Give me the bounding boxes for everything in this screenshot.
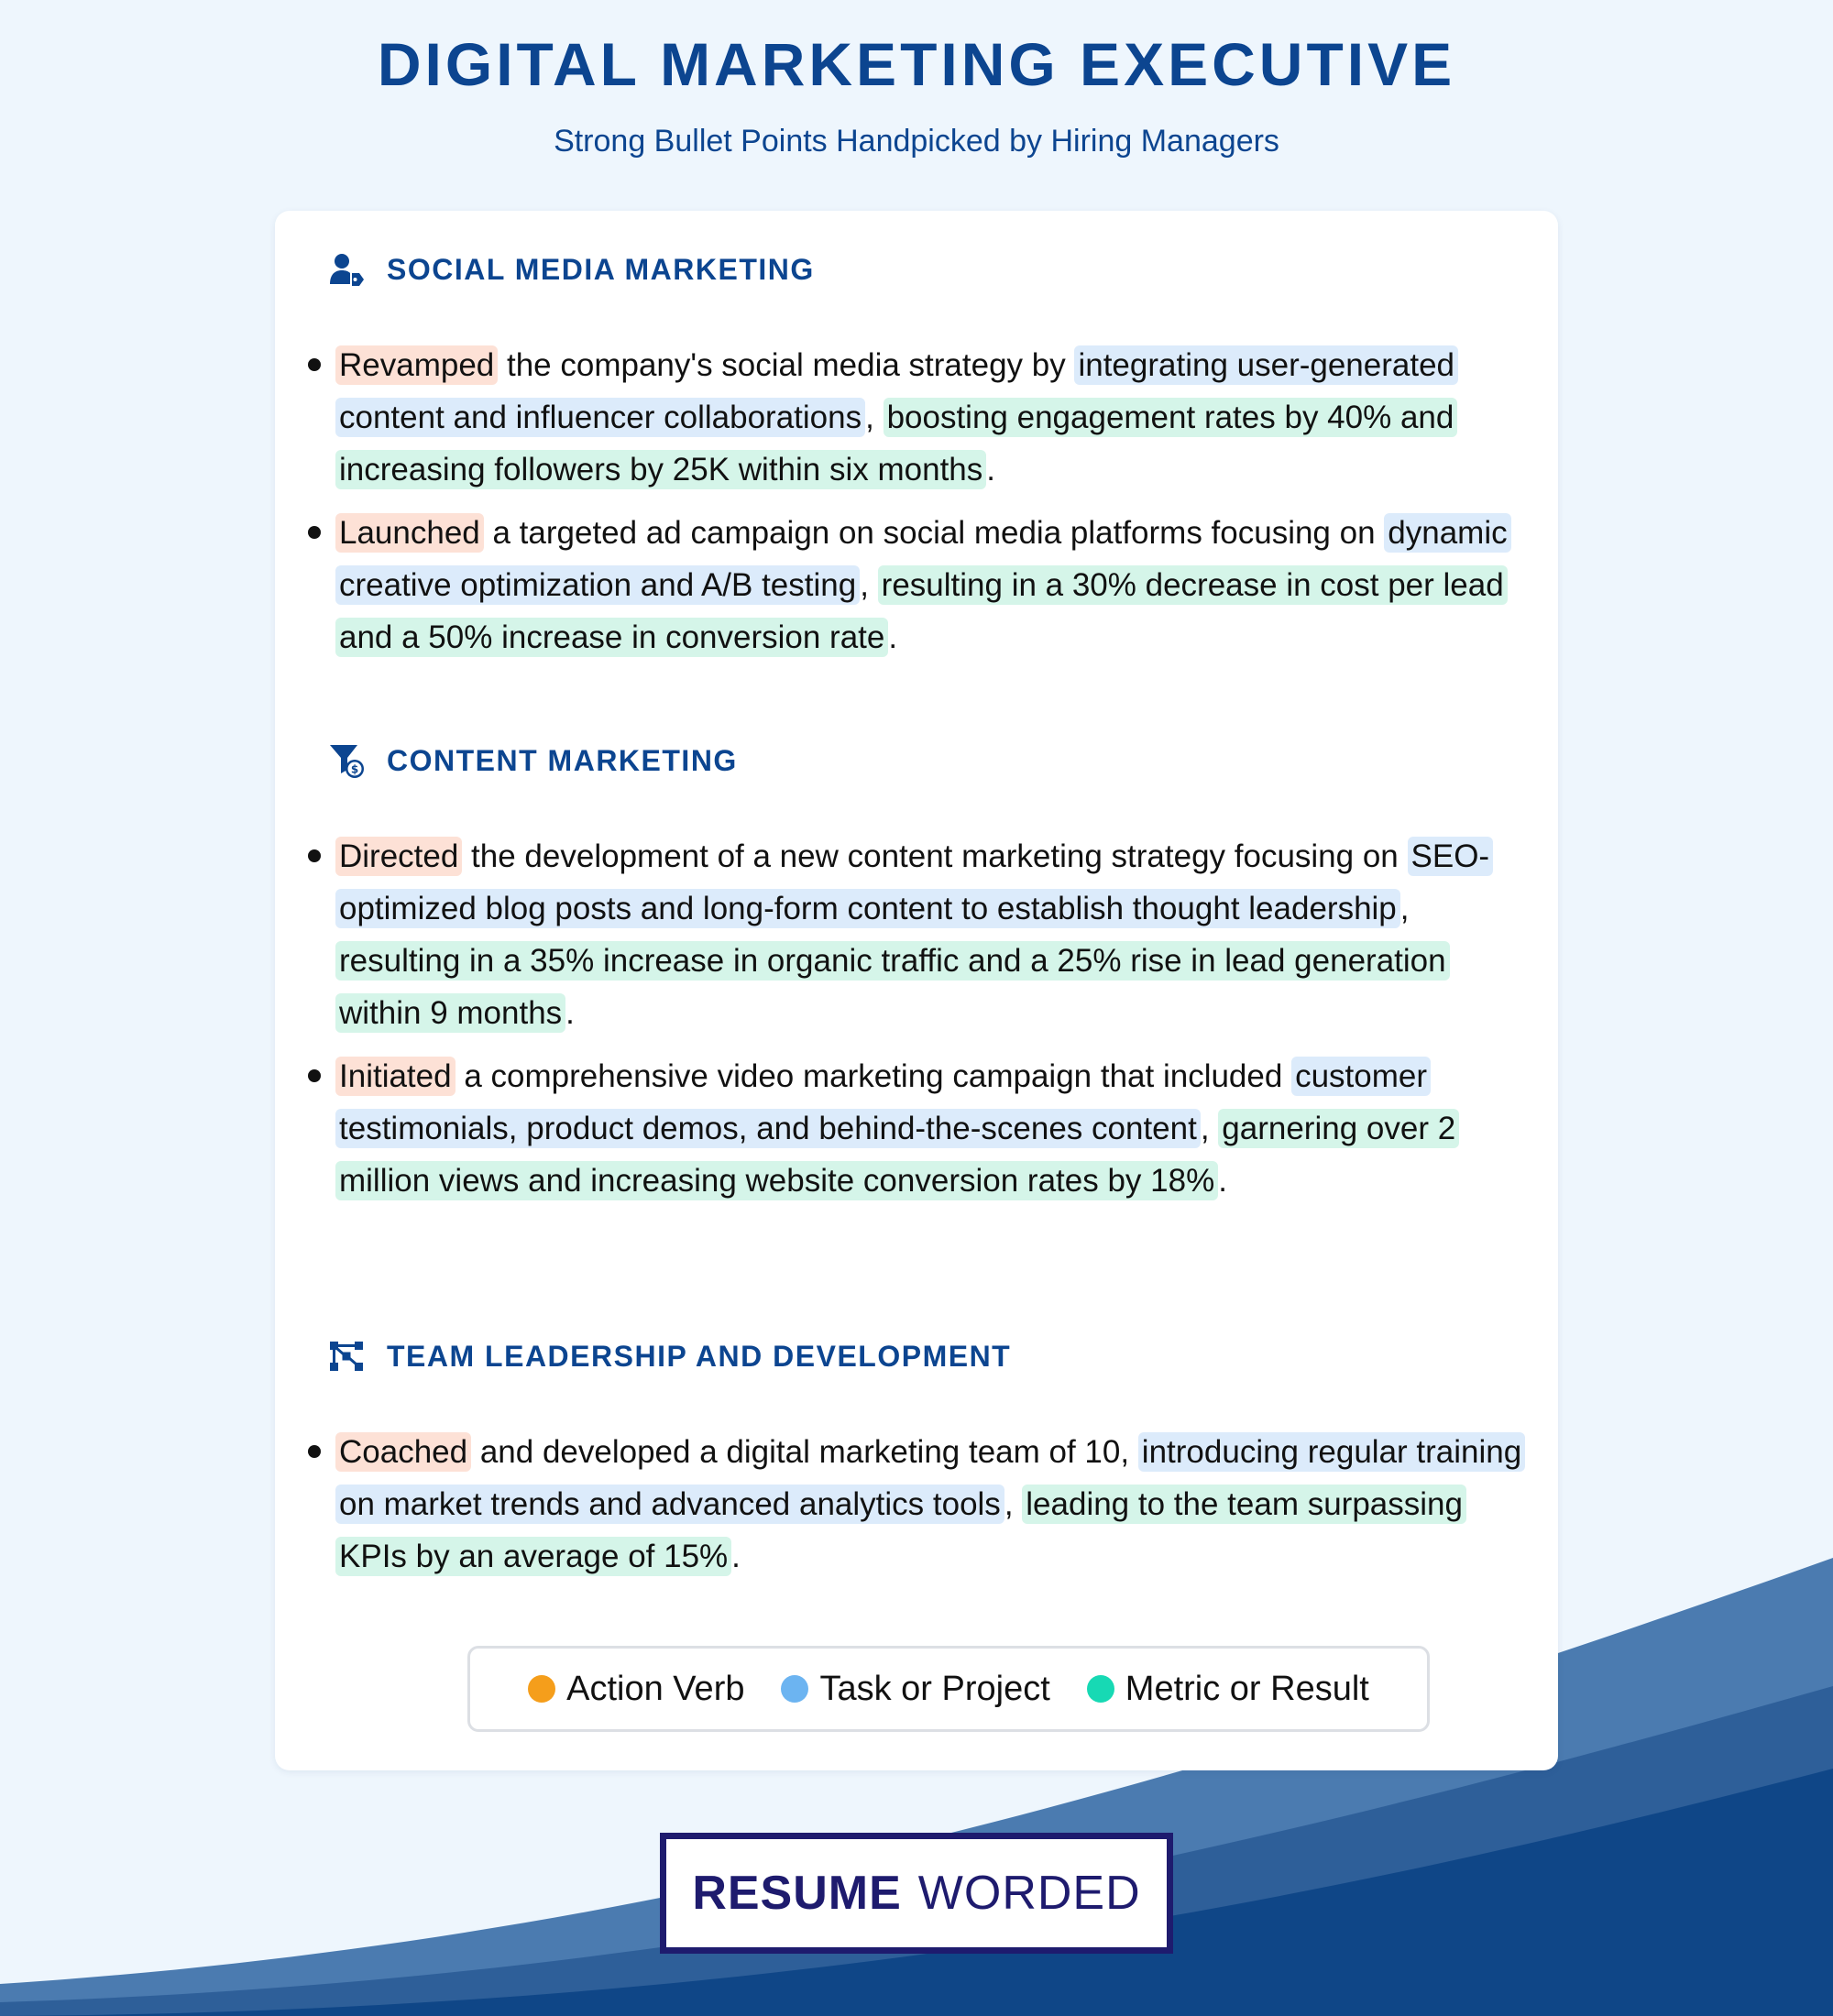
- network-icon: [328, 1338, 365, 1375]
- resume-card: [275, 211, 1558, 1770]
- bullet-dot: [308, 526, 321, 539]
- bullet-text: a targeted ad campaign on social media platforms focusing on: [483, 515, 1385, 551]
- task-phrase: customer testimonials, product demos, and behind-the-scenes content: [335, 1057, 1431, 1148]
- metric-phrase: garnering over 2 million views and increasing website conversion rates by 18%: [335, 1109, 1459, 1200]
- bullet-end: .: [731, 1539, 741, 1574]
- page-subtitle: Strong Bullet Points Handpicked by Hiring Managers: [554, 124, 1279, 159]
- bullet-end: .: [986, 452, 995, 488]
- bullet-list: [335, 1426, 1527, 1594]
- svg-text:$: $: [350, 762, 359, 776]
- bullet-text: ,: [865, 400, 884, 435]
- metric-phrase: leading to the team surpassing KPIs by an average of 15%: [335, 1485, 1466, 1576]
- bullet-dot: [308, 1069, 321, 1082]
- action-verb: Launched: [335, 513, 484, 553]
- resume-worded-logo: [660, 1833, 1173, 1954]
- bullet-item: [335, 339, 1527, 496]
- action-verb: Revamped: [335, 345, 498, 385]
- bullet-item: [335, 507, 1527, 663]
- highlight-legend: [467, 1646, 1430, 1732]
- bullet-list: [335, 339, 1527, 674]
- bullet-item: [335, 1050, 1527, 1207]
- bullet-text: ,: [1004, 1486, 1023, 1522]
- legend-item-task: [781, 1670, 1049, 1709]
- page-header: [0, 27, 1833, 159]
- bullet-list: [335, 830, 1527, 1218]
- bullet-dot: [308, 849, 321, 862]
- legend-label: Task or Project: [819, 1669, 1050, 1708]
- section-header-content-marketing: [328, 742, 738, 779]
- bullet-item: [335, 1426, 1527, 1583]
- bullet-text: and developed a digital marketing team of 10,: [471, 1434, 1138, 1470]
- legend-item-metric: [1087, 1670, 1369, 1709]
- section-header-team-leadership: [328, 1338, 1011, 1375]
- metric-phrase: boosting engagement rates by 40% and increasing followers by 25K within six months: [335, 398, 1457, 489]
- funnel-dollar-icon: [328, 742, 365, 779]
- bullet-item: [335, 830, 1527, 1039]
- task-phrase: introducing regular training on market trends and advanced analytics tools: [335, 1432, 1525, 1524]
- task-phrase: integrating user-generated content and influencer collaborations: [335, 345, 1458, 437]
- logo-text-light: WORDED: [917, 1867, 1141, 1920]
- action-verb: Directed: [335, 837, 462, 876]
- user-tag-icon: [328, 251, 365, 288]
- bullet-text: ,: [860, 567, 878, 603]
- metric-phrase: resulting in a 30% decrease in cost per lead and a 50% increase in conversion rate: [335, 565, 1508, 657]
- legend-label: Metric or Result: [1125, 1669, 1369, 1708]
- legend-item-action: [528, 1670, 744, 1709]
- metric-phrase: resulting in a 35% increase in organic traffic and a 25% rise in lead generation within 9 months: [335, 941, 1450, 1033]
- action-verb: Initiated: [335, 1057, 456, 1096]
- section-title: TEAM LEADERSHIP AND DEVELOPMENT: [387, 1340, 1012, 1373]
- bullet-end: .: [888, 619, 898, 655]
- task-phrase: SEO-optimized blog posts and long-form content to establish thought leadership: [335, 837, 1493, 928]
- legend-dot-green: [1087, 1675, 1114, 1703]
- legend-dot-blue: [781, 1675, 808, 1703]
- bullet-text: a comprehensive video marketing campaign that included: [455, 1058, 1292, 1094]
- section-title: CONTENT MARKETING: [387, 744, 738, 777]
- bullet-text: the company's social media strategy by: [498, 347, 1075, 383]
- bullet-text: the development of a new content marketing strategy focusing on: [462, 838, 1408, 874]
- bullet-dot: [308, 1445, 321, 1458]
- section-header-social-media: [328, 251, 815, 288]
- bullet-end: .: [1218, 1163, 1227, 1199]
- logo-text-bold: RESUME: [692, 1867, 902, 1920]
- legend-dot-orange: [528, 1675, 555, 1703]
- task-phrase: dynamic creative optimization and A/B testing: [335, 513, 1511, 605]
- bullet-text: ,: [1200, 1111, 1219, 1146]
- legend-label: Action Verb: [566, 1669, 745, 1708]
- bullet-end: .: [565, 995, 575, 1031]
- action-verb: Coached: [335, 1432, 471, 1472]
- page-title: DIGITAL MARKETING EXECUTIVE: [377, 30, 1456, 98]
- section-title: SOCIAL MEDIA MARKETING: [387, 253, 815, 286]
- bullet-dot: [308, 358, 321, 371]
- bullet-text: ,: [1399, 891, 1410, 926]
